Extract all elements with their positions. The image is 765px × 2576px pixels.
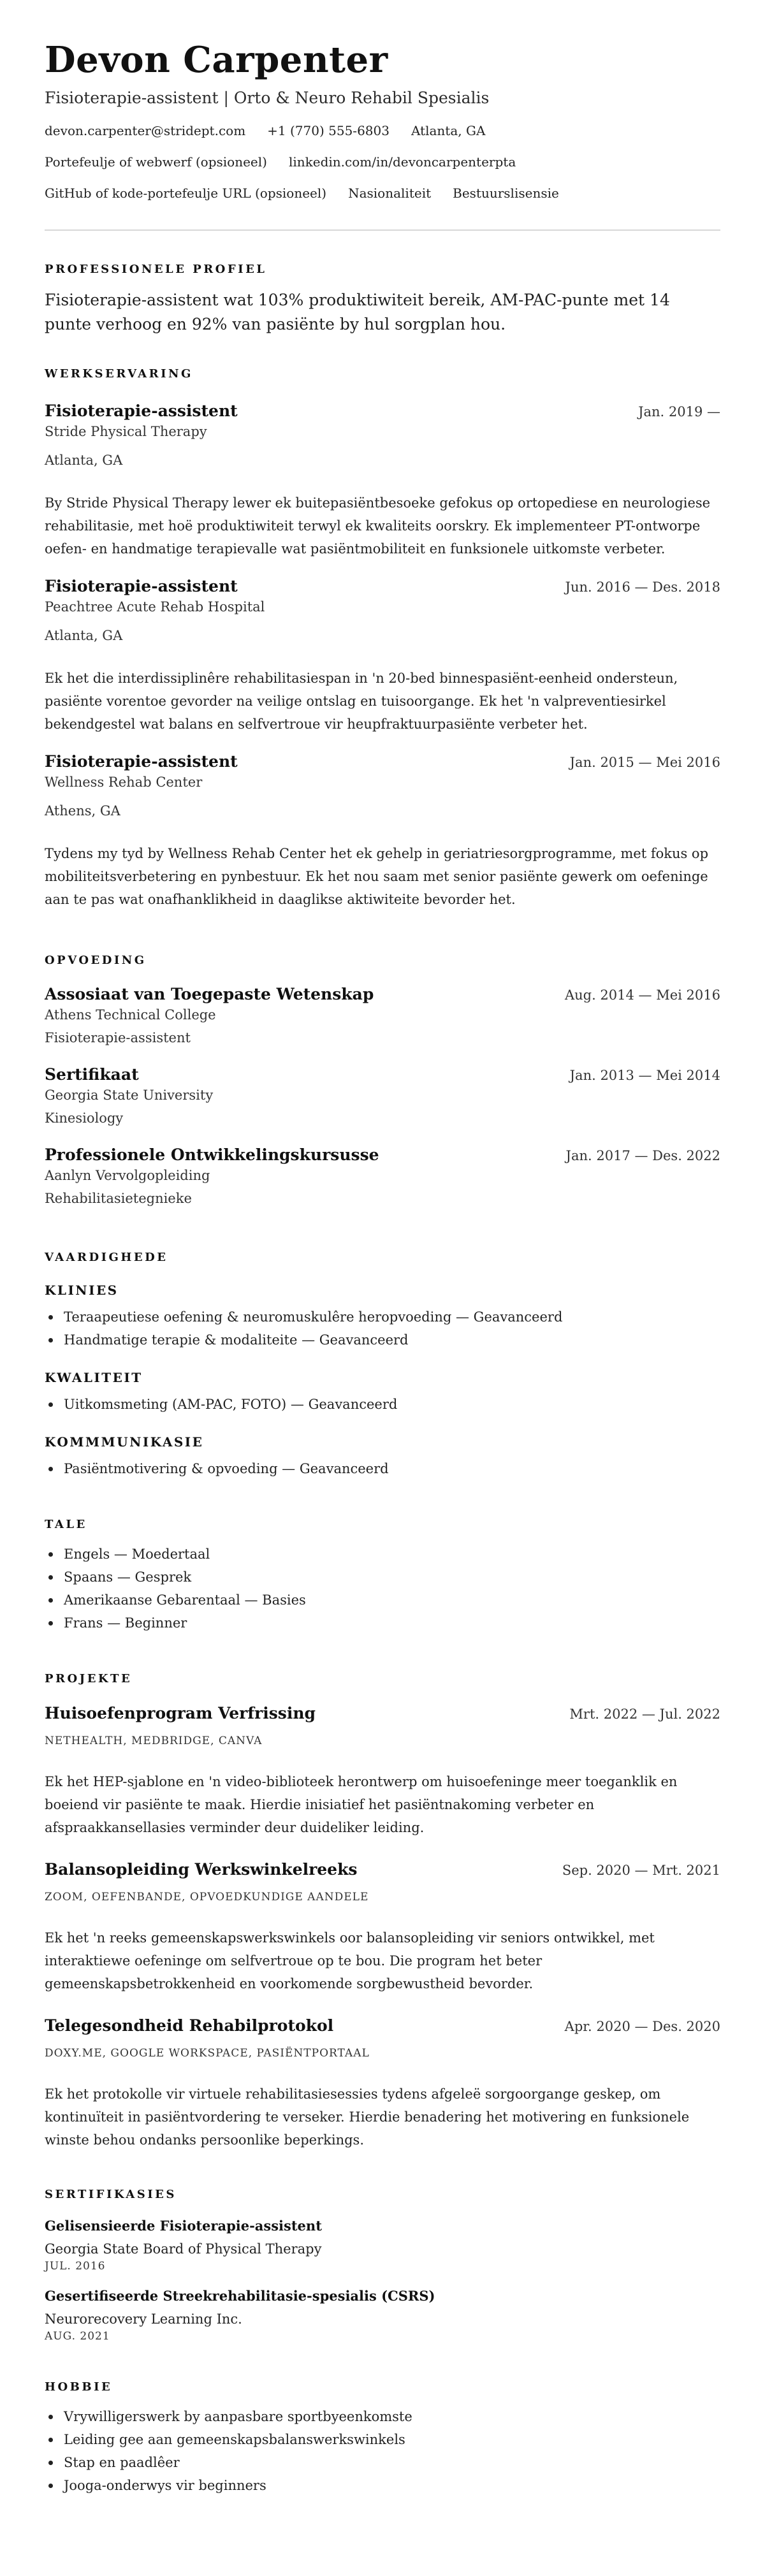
section-heading: OPVOEDING [45, 954, 147, 967]
project-description: Ek het protokolle vir virtuele rehabilitasiesessies tydens afgeleë sorgoorgange geskep, om kontinuïteit in pasiëntvordering te verseker. Hierdie benadering het motivering en funksionele winste behou ondanks persoonlike beperkings. [45, 2086, 690, 2148]
contact-github[interactable]: GitHub of kode-portefeulje URL (opsioneel) [45, 186, 327, 201]
certification-issuer: Georgia State Board of Physical Therapy [45, 2241, 322, 2257]
degree-title: Assosiaat van Toegepaste Wetenskap [45, 985, 374, 1003]
profile-section [45, 262, 720, 337]
job-location: Atlanta, GA [45, 453, 123, 468]
skill-group-title: KLINIES [45, 1283, 119, 1298]
study-field: Kinesiology [45, 1110, 124, 1126]
school-name: Aanlyn Vervolgopleiding [45, 1168, 210, 1183]
projects-section [45, 1671, 720, 2151]
header-divider [45, 229, 720, 231]
job-dates: Jan. 2015 — Mei 2016 [569, 755, 720, 770]
contact-phone[interactable]: +1 (770) 555-6803 [267, 123, 390, 138]
skill-group [45, 1369, 720, 1416]
section-heading: SERTIFIKASIES [45, 2188, 177, 2201]
job-company: Stride Physical Therapy [45, 424, 207, 439]
job-company: Wellness Rehab Center [45, 775, 203, 790]
skill-group [45, 1433, 720, 1480]
contact-row [45, 184, 720, 202]
language-list [45, 1543, 720, 1634]
section-heading: TALE [45, 1518, 87, 1531]
job-description: By Stride Physical Therapy lewer ek buitepasiëntbesoeke gefokus op ortopediese en neurologiese rehabilitasie, met hoë produktiwiteit terwyl ek kwaliteits oorskry. Ek implementeer PT-ontworpe oefen- en handmatige terapievalle wat pasiëntmobiliteit en funksionele uitkomste verbeter. [45, 495, 711, 557]
certification-date: AUG. 2021 [45, 2330, 110, 2343]
hobbies-section [45, 2380, 720, 2497]
project-dates: Sep. 2020 — Mrt. 2021 [562, 1863, 720, 1878]
job-dates: Jan. 2019 — [638, 404, 720, 419]
degree-title: Sertifikaat [45, 1065, 139, 1084]
education-entry [45, 984, 720, 1047]
contact-linkedin[interactable]: linkedin.com/in/devoncarpenterpta [288, 154, 516, 170]
job-company: Peachtree Acute Rehab Hospital [45, 599, 265, 615]
project-title: Balansopleiding Werkswinkelreeks [45, 1860, 358, 1879]
section-heading: VAARDIGHEDE [45, 1251, 168, 1264]
hobby-item: Leiding gee aan gemeenskapsbalanswerkswinkels [64, 2428, 720, 2451]
contact-portfolio[interactable]: Portefeulje of webwerf (opsioneel) [45, 154, 267, 170]
project-entry [45, 2015, 720, 2151]
certifications-section [45, 2187, 720, 2344]
job-title: Fisioterapie-assistent [45, 577, 238, 595]
contact-drivers-license: Bestuurslisensie [453, 186, 559, 201]
contact-row [45, 153, 720, 171]
certification-date: JUL. 2016 [45, 2260, 106, 2273]
project-title: Telegesondheid Rehabilprotokol [45, 2016, 334, 2035]
skill-group-title: KOMMMUNIKASIE [45, 1434, 204, 1450]
language-item: Engels — Moedertaal [64, 1543, 720, 1566]
project-tools: DOXY.ME, GOOGLE WORKSPACE, PASIËNTPORTAAL [45, 2047, 370, 2060]
job-dates: Jun. 2016 — Des. 2018 [565, 579, 720, 595]
project-dates: Mrt. 2022 — Jul. 2022 [569, 1706, 720, 1722]
certification-name: Gelisensieerde Fisioterapie-assistent [45, 2218, 322, 2234]
study-field: Rehabilitasietegnieke [45, 1191, 192, 1206]
contact-nationality: Nasionaliteit [348, 186, 432, 201]
project-entry [45, 1703, 720, 1839]
job-title: Fisioterapie-assistent [45, 752, 238, 771]
section-heading: PROFESSIONELE PROFIEL [45, 263, 267, 276]
skill-list [45, 1393, 720, 1416]
skill-item: Pasiëntmotivering & opvoeding — Geavanceerd [64, 1457, 720, 1480]
job-description: Tydens my tyd by Wellness Rehab Center het ek gehelp in geriatriesorgprogramme, met fokus op mobiliteitsverbetering en pynbestuur. Ek het nou saam met senior pasiënte gewerk om oefeninge aan te pas wat onafhanklikheid in daaglikse aktiwiteite bevorder het. [45, 846, 709, 907]
education-dates: Aug. 2014 — Mei 2016 [564, 987, 720, 1003]
language-item: Amerikaanse Gebarentaal — Basies [64, 1589, 720, 1612]
project-dates: Apr. 2020 — Des. 2020 [564, 2019, 720, 2034]
skill-item: Handmatige terapie & modaliteite — Geavanceerd [64, 1328, 720, 1351]
languages-section [45, 1517, 720, 1634]
skill-item: Teraapeutiese oefening & neuromuskulêre heropvoeding — Geavanceerd [64, 1306, 720, 1328]
certification-entry [45, 2216, 720, 2274]
language-item: Frans — Beginner [64, 1612, 720, 1634]
certification-issuer: Neurorecovery Learning Inc. [45, 2311, 242, 2327]
profile-summary: Fisioterapie-assistent wat 103% produktiwiteit bereik, AM-PAC-punte met 14 punte verhoog en 92% van pasiënte by hul sorgplan hou. [45, 291, 670, 333]
contact-location: Atlanta, GA [411, 123, 486, 138]
hobby-item: Stap en paadlêer [64, 2451, 720, 2474]
section-heading: HOBBIE [45, 2380, 113, 2394]
hobby-item: Vrywilligerswerk by aanpasbare sportbyeenkomste [64, 2405, 720, 2428]
skill-item: Uitkomsmeting (AM-PAC, FOTO) — Geavanceerd [64, 1393, 720, 1416]
degree-title: Professionele Ontwikkelingskursusse [45, 1146, 379, 1164]
section-heading: PROJEKTE [45, 1672, 133, 1685]
job-location: Athens, GA [45, 803, 120, 819]
candidate-subtitle: Fisioterapie-assistent | Orto & Neuro Rehabil Spesialis [45, 89, 490, 107]
education-dates: Jan. 2017 — Des. 2022 [565, 1148, 720, 1163]
project-tools: NETHEALTH, MEDBRIDGE, CANVA [45, 1735, 263, 1747]
job-description: Ek het die interdissiplinêre rehabilitasiespan in 'n 20-bed binnespasiënt-eenheid ondersteun, pasiënte vorentoe gevorder na veilige ontslag en tuisoorgange. Ek het 'n valpreventiesirkel bekendgestel wat balans en selfvertroue vir heupfraktuurpasiënte verbeter het. [45, 671, 678, 732]
project-tools: ZOOM, OEFENBANDE, OPVOEDKUNDIGE AANDELE [45, 1891, 369, 1903]
language-item: Spaans — Gesprek [64, 1566, 720, 1589]
hobby-list [45, 2405, 720, 2497]
project-title: Huisoefenprogram Verfrissing [45, 1704, 316, 1722]
education-dates: Jan. 2013 — Mei 2014 [569, 1068, 720, 1083]
certification-name: Gesertifiseerde Streekrehabilitasie-spesialis (CSRS) [45, 2288, 435, 2304]
resume-header [45, 37, 720, 202]
contact-row [45, 122, 720, 140]
project-description: Ek het HEP-sjablone en 'n video-biblioteek herontwerp om huisoefeninge meer toeganklik en boeiend vir pasiënte te maak. Hierdie inisiatief het pasiëntnakoming verbeter en afspraakkansellasies verminder deur duideliker leiding. [45, 1774, 678, 1835]
experience-section [45, 367, 720, 911]
section-heading: WERKSERVARING [45, 367, 193, 381]
job-location: Atlanta, GA [45, 628, 123, 643]
candidate-name: Devon Carpenter [45, 39, 388, 81]
skill-list [45, 1306, 720, 1351]
education-entry [45, 1064, 720, 1128]
certification-entry [45, 2287, 720, 2344]
experience-entry [45, 751, 720, 911]
education-section [45, 953, 720, 1208]
project-entry [45, 1859, 720, 1995]
education-entry [45, 1144, 720, 1208]
job-title: Fisioterapie-assistent [45, 402, 238, 420]
hobby-item: Jooga-onderwys vir beginners [64, 2474, 720, 2497]
experience-entry [45, 400, 720, 560]
contact-email[interactable]: devon.carpenter@stridept.com [45, 123, 246, 138]
experience-entry [45, 576, 720, 736]
skill-list [45, 1457, 720, 1480]
skills-section [45, 1250, 720, 1480]
project-description: Ek het 'n reeks gemeenskapswerkswinkels oor balansopleiding vir seniors ontwikkel, met interaktiewe oefeninge om selfvertroue op te bou. Die program het beter gemeenskapsbetrokkenheid en voorkomende sorgbewustheid bevorder. [45, 1930, 655, 1991]
study-field: Fisioterapie-assistent [45, 1030, 191, 1045]
skill-group-title: KWALITEIT [45, 1370, 143, 1385]
skill-group [45, 1281, 720, 1351]
school-name: Georgia State University [45, 1088, 214, 1103]
school-name: Athens Technical College [45, 1007, 216, 1022]
